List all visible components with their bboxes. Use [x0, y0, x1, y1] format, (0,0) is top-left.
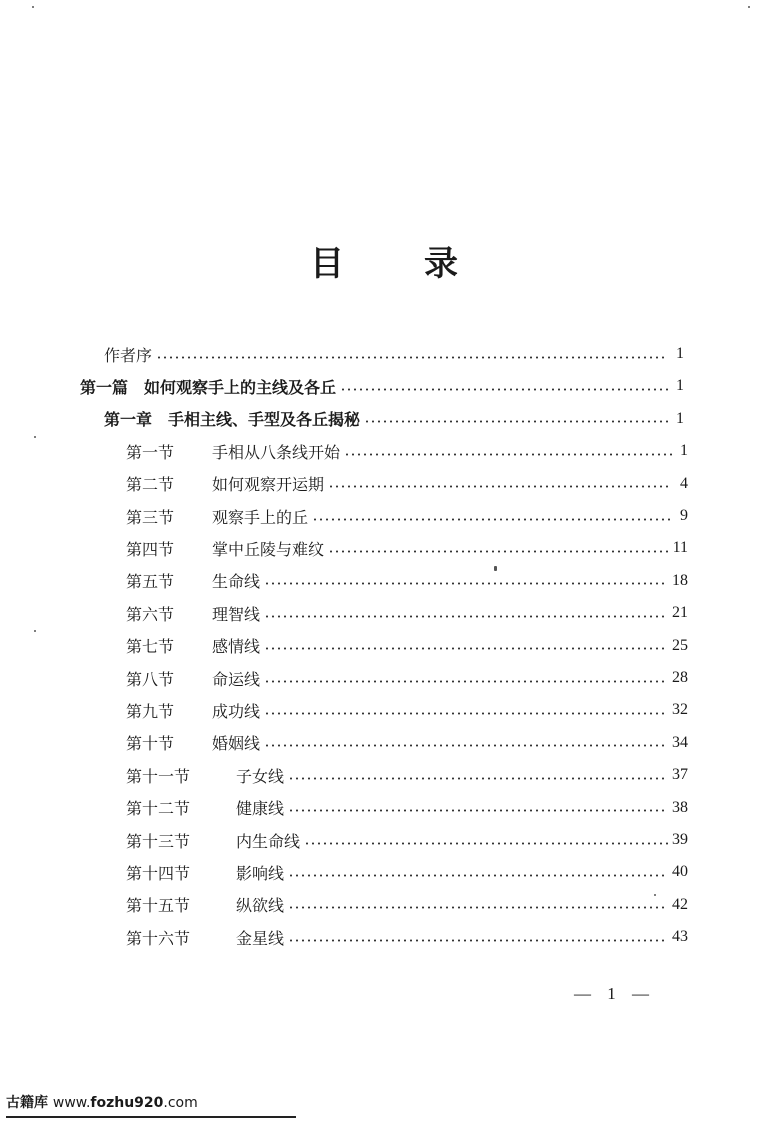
- toc-leader-dots: [264, 680, 668, 683]
- toc-leader-dots: [288, 809, 668, 812]
- toc-page-number: 18: [672, 571, 688, 589]
- toc-section-number: 第七节: [126, 637, 175, 657]
- toc-entry: [126, 534, 688, 562]
- toc-leader-dots: [264, 744, 668, 747]
- toc-entry-label: [126, 440, 340, 463]
- toc-page-number: 9: [680, 507, 688, 524]
- toc-section-number: 第十一节: [126, 766, 191, 786]
- toc-section-name: 观察手上的丘: [212, 507, 309, 527]
- toc-leader-dots: [328, 485, 672, 488]
- toc-section-number: 第十六节: [126, 928, 191, 948]
- watermark-url-prefix: www.: [52, 1095, 91, 1111]
- toc-entry: [126, 632, 688, 660]
- toc-page-number: 21: [672, 604, 688, 622]
- toc-page-number: 42: [672, 895, 688, 913]
- toc-page-number: 11: [672, 539, 688, 557]
- scan-speck: [494, 566, 497, 571]
- toc-entry: [126, 567, 688, 595]
- toc-entry-label: [126, 634, 260, 657]
- watermark-url-suffix: .com: [163, 1095, 198, 1111]
- page-title: [0, 236, 768, 285]
- toc-entry-label: 作者序: [104, 345, 153, 365]
- toc-section-name: 影响线: [236, 863, 285, 883]
- toc-section-number: 第十五节: [126, 896, 191, 916]
- toc-entry-label: [126, 505, 308, 528]
- toc-leader-dots: [288, 874, 668, 877]
- toc-entry: [126, 437, 688, 465]
- toc-leader-dots: [264, 615, 668, 618]
- toc-leader-dots: [288, 906, 668, 909]
- toc-section-name: 如何观察开运期: [212, 475, 325, 495]
- toc-leader-dots: [328, 550, 669, 553]
- toc-entry-label: [126, 472, 324, 495]
- toc-entry-label: [126, 926, 284, 949]
- toc-section-name: 手相从八条线开始: [212, 442, 341, 462]
- toc-section-name: 命运线: [212, 669, 261, 689]
- toc-page-number: 25: [672, 636, 688, 654]
- toc-entry-label: [126, 602, 260, 625]
- toc-section-name: 金星线: [236, 928, 285, 948]
- toc-section-name: 内生命线: [236, 831, 301, 851]
- toc-page-number: 43: [672, 928, 688, 946]
- scan-speck: [654, 894, 656, 896]
- toc-page-number: 28: [672, 669, 688, 686]
- toc-section-number: 第十二节: [126, 799, 191, 819]
- toc-entry: [126, 696, 688, 724]
- toc-leader-dots: [288, 777, 668, 780]
- toc-leader-dots: [364, 420, 668, 423]
- toc-entry: [126, 470, 688, 498]
- toc-section-number: 第十三节: [126, 831, 191, 851]
- toc-entry: [104, 340, 684, 368]
- toc-leader-dots: [344, 453, 672, 456]
- toc-entry: [126, 761, 688, 789]
- watermark-url-domain: fozhu920: [90, 1095, 164, 1111]
- scan-speck: [32, 6, 34, 8]
- toc-page-number: 40: [672, 863, 688, 881]
- toc-entry-label: [126, 537, 324, 560]
- toc-page-number: 39: [672, 831, 688, 848]
- toc-section-number: 第五节: [126, 572, 175, 592]
- toc-section-name: 生命线: [212, 572, 261, 592]
- toc-section-name: 纵欲线: [236, 896, 285, 916]
- toc-section-number: 第六节: [126, 604, 175, 624]
- toc-entry: [126, 923, 688, 951]
- scan-speck: [34, 436, 36, 438]
- toc-page-number: 1: [676, 345, 684, 362]
- toc-section-number: 第十节: [126, 734, 175, 754]
- toc-entry: [80, 372, 684, 400]
- toc-section-name: 成功线: [212, 701, 261, 721]
- toc-section-name: 子女线: [236, 766, 285, 786]
- toc-entry-label: 第一章 手相主线、手型及各丘揭秘: [104, 410, 361, 430]
- watermark-url: [53, 1095, 198, 1111]
- toc-entry: [104, 405, 684, 433]
- toc-entry: [126, 794, 688, 822]
- toc-entry-label: [126, 829, 300, 852]
- toc-entry-label: [126, 893, 284, 916]
- toc-entry-label: [126, 569, 260, 592]
- title-char-1: 目: [310, 244, 344, 284]
- toc-section-number: 第九节: [126, 701, 175, 721]
- toc-entry: [126, 858, 688, 886]
- toc-page-number: 4: [680, 474, 688, 492]
- toc-leader-dots: [156, 356, 668, 359]
- toc-page-number: 1: [676, 409, 684, 427]
- toc-section-number: 第四节: [126, 539, 175, 559]
- toc-section-name: 理智线: [212, 604, 261, 624]
- bottom-rule: [6, 1116, 296, 1118]
- toc-page-number: 32: [672, 701, 688, 719]
- toc-entry-label: [126, 667, 260, 690]
- toc-entry-label: [126, 764, 284, 787]
- toc-section-name: 婚姻线: [212, 734, 261, 754]
- scan-speck: [748, 6, 750, 8]
- toc-leader-dots: [264, 712, 668, 715]
- toc-leader-dots: [304, 842, 668, 845]
- toc-entry-label: [126, 731, 260, 754]
- toc-section-number: 第二节: [126, 475, 175, 495]
- scan-speck: [34, 630, 36, 632]
- toc-section-number: 第八节: [126, 669, 175, 689]
- page-number: — 1 —: [574, 984, 655, 1003]
- toc-entry-label: 第一篇 如何观察手上的主线及各丘: [80, 377, 337, 397]
- toc-page-number: 37: [672, 766, 688, 784]
- toc-page-number: 1: [676, 377, 684, 395]
- toc-entry: [126, 664, 688, 692]
- toc-section-name: 掌中丘陵与难纹: [212, 539, 325, 559]
- toc-page-number: 38: [672, 798, 688, 816]
- toc-entry: [126, 502, 688, 530]
- toc-entry-label: [126, 699, 260, 722]
- toc-page-number: 1: [680, 442, 688, 460]
- toc-entry: [126, 729, 688, 757]
- toc-section-name: 健康线: [236, 799, 285, 819]
- toc-entry-label: [126, 796, 284, 819]
- toc-leader-dots: [288, 939, 668, 942]
- toc-entry: [126, 599, 688, 627]
- toc-section-number: 第十四节: [126, 863, 191, 883]
- toc-entry: [126, 826, 688, 854]
- toc-section-number: 第一节: [126, 442, 175, 462]
- watermark-site-name: 古籍库: [6, 1095, 48, 1111]
- watermark: [6, 1092, 198, 1112]
- toc-section-name: 感情线: [212, 637, 261, 657]
- toc-leader-dots: [312, 518, 672, 521]
- toc-leader-dots: [340, 388, 668, 391]
- toc-entry: [126, 891, 688, 919]
- toc-leader-dots: [264, 582, 668, 585]
- title-char-2: 录: [424, 244, 458, 284]
- toc-page-number: 34: [672, 733, 688, 751]
- toc-entry-label: [126, 861, 284, 884]
- toc-section-number: 第三节: [126, 507, 175, 527]
- toc-leader-dots: [264, 647, 668, 650]
